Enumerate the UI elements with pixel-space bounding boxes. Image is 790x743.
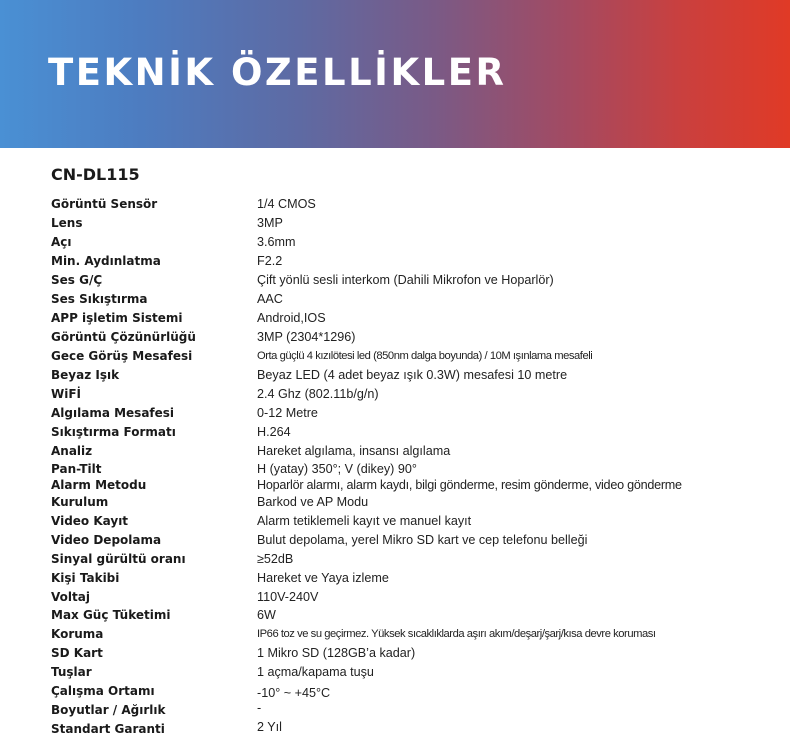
spec-label: Analiz bbox=[51, 444, 93, 458]
spec-row bbox=[0, 366, 790, 385]
spec-row bbox=[0, 423, 790, 442]
spec-row bbox=[0, 644, 790, 663]
spec-value: 0-12 Metre bbox=[257, 406, 318, 420]
spec-label: Sıkıştırma Formatı bbox=[51, 425, 176, 439]
spec-value: 1 açma/kapama tuşu bbox=[257, 665, 374, 679]
spec-row bbox=[0, 625, 790, 644]
spec-label: Ses G/Ç bbox=[51, 273, 103, 287]
spec-value: Çift yönlü sesli interkom (Dahili Mikrofon ve Hoparlör) bbox=[257, 273, 554, 287]
spec-label: Kişi Takibi bbox=[51, 571, 120, 585]
spec-row bbox=[0, 404, 790, 423]
spec-value: 2 Yıl bbox=[257, 720, 282, 734]
spec-value: 3MP bbox=[257, 216, 283, 230]
spec-row bbox=[0, 512, 790, 531]
spec-label: APP işletim Sistemi bbox=[51, 311, 183, 325]
spec-value: Alarm tetiklemeli kayıt ve manuel kayıt bbox=[257, 514, 472, 528]
spec-row bbox=[0, 720, 790, 739]
spec-value: ≥52dB bbox=[257, 552, 294, 566]
spec-row bbox=[0, 385, 790, 404]
spec-value: Hareket ve Yaya izleme bbox=[257, 571, 389, 585]
spec-row bbox=[0, 328, 790, 347]
spec-value: AAC bbox=[257, 292, 283, 306]
spec-label: Görüntü Çözünürlüğü bbox=[51, 330, 196, 344]
spec-row bbox=[0, 252, 790, 271]
spec-row bbox=[0, 588, 790, 607]
spec-value: 110V-240V bbox=[257, 590, 319, 604]
spec-label: Ses Sıkıştırma bbox=[51, 292, 148, 306]
spec-row bbox=[0, 531, 790, 550]
spec-row bbox=[0, 442, 790, 461]
spec-label: Standart Garanti bbox=[51, 722, 165, 736]
spec-label: Video Kayıt bbox=[51, 514, 129, 528]
spec-value: H.264 bbox=[257, 425, 291, 439]
spec-row bbox=[0, 214, 790, 233]
spec-label: Pan-Tilt bbox=[51, 462, 102, 476]
spec-value: Hoparlör alarmı, alarm kaydı, bilgi gönderme, resim gönderme, video gönderme bbox=[257, 478, 682, 492]
spec-row bbox=[0, 606, 790, 625]
spec-row bbox=[0, 290, 790, 309]
spec-value: Beyaz LED (4 adet beyaz ışık 0.3W) mesafesi 10 metre bbox=[257, 368, 568, 382]
spec-label: Açı bbox=[51, 235, 72, 249]
spec-row bbox=[0, 663, 790, 682]
spec-value: IP66 toz ve su geçirmez. Yüksek sıcaklıklarda aşırı akım/deşarj/şarj/kısa devre koruması bbox=[257, 628, 656, 640]
spec-value: 6W bbox=[257, 608, 276, 622]
spec-label: Çalışma Ortamı bbox=[51, 684, 155, 698]
model-name: CN-DL115 bbox=[51, 165, 140, 184]
spec-label: Koruma bbox=[51, 627, 104, 641]
spec-value: 2.4 Ghz (802.11b/g/n) bbox=[257, 387, 379, 401]
spec-label: Voltaj bbox=[51, 590, 90, 604]
spec-row bbox=[0, 569, 790, 588]
spec-value: Bulut depolama, yerel Mikro SD kart ve cep telefonu belleği bbox=[257, 533, 588, 547]
spec-value: 1/4 CMOS bbox=[257, 197, 316, 211]
spec-value: Hareket algılama, insansı algılama bbox=[257, 444, 451, 458]
spec-value: H (yatay) 350°; V (dikey) 90° bbox=[257, 462, 417, 476]
spec-value: Orta güçlü 4 kızılötesi led (850nm dalga boyunda) / 10M ışınlama mesafeli bbox=[257, 350, 593, 362]
spec-row bbox=[0, 271, 790, 290]
spec-value: 1 Mikro SD (128GB’a kadar) bbox=[257, 646, 416, 660]
spec-value: 3MP (2304*1296) bbox=[257, 330, 356, 344]
spec-row bbox=[0, 682, 790, 701]
spec-label: Görüntü Sensör bbox=[51, 197, 158, 211]
header-banner bbox=[0, 0, 790, 148]
spec-row bbox=[0, 195, 790, 214]
spec-label: Sinyal gürültü oranı bbox=[51, 552, 186, 566]
spec-value: 3.6mm bbox=[257, 235, 296, 249]
spec-row bbox=[0, 309, 790, 328]
spec-value: Barkod ve AP Modu bbox=[257, 495, 369, 509]
spec-row bbox=[0, 701, 790, 720]
spec-value: -10° ~ +45°C bbox=[257, 686, 331, 700]
spec-value: - bbox=[257, 701, 262, 715]
spec-value: F2.2 bbox=[257, 254, 283, 268]
spec-row bbox=[0, 233, 790, 252]
spec-label: Tuşlar bbox=[51, 665, 92, 679]
spec-label: Beyaz Işık bbox=[51, 368, 120, 382]
spec-row bbox=[0, 347, 790, 366]
spec-label: WiFİ bbox=[51, 387, 82, 401]
spec-label: Algılama Mesafesi bbox=[51, 406, 175, 420]
spec-row bbox=[0, 493, 790, 512]
page-title: TEKNİK ÖZELLİKLER bbox=[48, 51, 507, 94]
spec-label: Gece Görüş Mesafesi bbox=[51, 349, 193, 363]
spec-label: Video Depolama bbox=[51, 533, 162, 547]
spec-label: SD Kart bbox=[51, 646, 103, 660]
spec-label: Max Güç Tüketimi bbox=[51, 608, 171, 622]
spec-label: Lens bbox=[51, 216, 83, 230]
spec-label: Kurulum bbox=[51, 495, 109, 509]
spec-value: Android,IOS bbox=[257, 311, 326, 325]
spec-label: Alarm Metodu bbox=[51, 478, 147, 492]
spec-row bbox=[0, 550, 790, 569]
spec-label: Boyutlar / Ağırlık bbox=[51, 703, 166, 717]
spec-label: Min. Aydınlatma bbox=[51, 254, 161, 268]
